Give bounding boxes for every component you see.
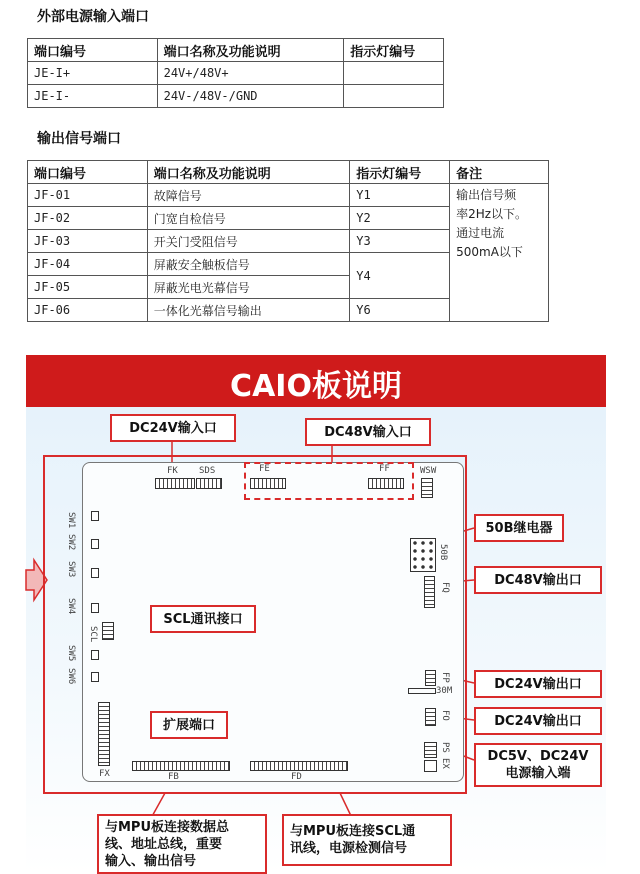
fo-label: FO [440, 710, 450, 721]
port-desc-cell: 一体化光幕信号输出 [147, 299, 350, 322]
fk-connector [155, 478, 195, 489]
led-indicator [91, 568, 99, 578]
led-label: SW6 [66, 668, 76, 685]
led-indicator [91, 603, 99, 613]
fp-label: FP [440, 672, 450, 683]
note-line: 500mA以下 [456, 245, 523, 259]
column-header: 端口编号 [28, 161, 148, 184]
note-line: 通过电流 [456, 226, 505, 240]
ps-connector [424, 742, 437, 758]
callout-mpu-scl [282, 814, 452, 866]
fd-label: FD [291, 772, 302, 782]
port-id-cell: JF-02 [28, 207, 148, 230]
led-cell: Y1 [350, 184, 450, 207]
ff-label: FF [379, 464, 390, 474]
callout-line: 电源输入端 [505, 766, 571, 781]
banner-title: CAIO板说明 [230, 369, 402, 404]
led-label: SW5 [66, 645, 76, 662]
port-desc-cell: 开关门受阻信号 [147, 230, 350, 253]
led-cell: Y2 [350, 207, 450, 230]
port-id-cell: JF-01 [28, 184, 148, 207]
column-header: 端口编号 [28, 39, 158, 62]
power-section-title: 外部电源输入端口 [37, 9, 149, 25]
port-desc-cell: 门宽自检信号 [147, 207, 350, 230]
fx-label: FX [99, 769, 110, 779]
port-id-cell: JF-05 [28, 276, 148, 299]
led-cell: Y3 [350, 230, 450, 253]
port-id-cell: JF-06 [28, 299, 148, 322]
led-cell: Y4 [350, 253, 450, 299]
r30m-label: 30M [436, 686, 453, 696]
led-label: SW2 [66, 534, 76, 551]
port-id-cell: JF-03 [28, 230, 148, 253]
fd-connector [250, 761, 348, 771]
callout-dc48v-input: DC48V输入口 [305, 418, 431, 446]
callout-line: 输入、输出信号 [105, 853, 197, 869]
30m-header [408, 688, 436, 694]
note-line: 输出信号频 [456, 188, 517, 202]
led-indicator [91, 650, 99, 660]
port-id-cell: JE-I+ [28, 62, 158, 85]
ex-header [424, 760, 437, 772]
port-desc-cell: 屏蔽安全触板信号 [147, 253, 350, 276]
callout-line: DC5V、DC24V [487, 749, 589, 764]
callout-line: 与MPU板连接数据总 [105, 819, 230, 835]
callout-dc24v-output-1: DC24V输出口 [474, 670, 602, 698]
led-indicator [91, 511, 99, 521]
port-desc-cell: 24V-/48V-/GND [157, 85, 344, 108]
led-cell: Y6 [350, 299, 450, 322]
column-header: 指示灯编号 [350, 161, 450, 184]
relay-50b [410, 538, 436, 572]
port-desc-cell: 24V+/48V+ [157, 62, 344, 85]
callout-expansion-port: 扩展端口 [150, 711, 228, 739]
port-desc-cell: 屏蔽光电光幕信号 [147, 276, 350, 299]
column-header: 端口名称及功能说明 [157, 39, 344, 62]
fe-label: FE [259, 464, 270, 474]
callout-line: 讯线，电源检测信号 [290, 841, 408, 856]
callout-dc48v-output: DC48V输出口 [474, 566, 602, 594]
fx-connector [98, 702, 110, 766]
led-indicator [91, 539, 99, 549]
fb-connector [132, 761, 230, 771]
fq-label: FQ [440, 582, 450, 593]
led-label: SW1 [66, 512, 76, 529]
ex-label: EX [440, 758, 450, 769]
column-header: 端口名称及功能说明 [147, 161, 350, 184]
led-label: SW4 [66, 598, 76, 615]
callout-mpu-data-bus [97, 814, 267, 874]
r50b-label: 50B [438, 544, 448, 561]
column-header: 备注 [450, 161, 549, 184]
fq-connector [424, 576, 435, 608]
callout-dc24v-output-2: DC24V输出口 [474, 707, 602, 735]
sds-connector [196, 478, 222, 489]
port-desc-cell: 故障信号 [147, 184, 350, 207]
callout-line: 线、地址总线，重要 [105, 836, 223, 852]
callout-power-input [474, 743, 602, 787]
fp-connector [425, 670, 436, 686]
fo-connector [425, 708, 436, 726]
led-indicator [91, 672, 99, 682]
output-section-title: 输出信号端口 [37, 131, 121, 147]
wsw-connector [421, 478, 433, 498]
ps-label: PS [440, 742, 450, 753]
led-label: SW3 [66, 561, 76, 578]
sds-label: SDS [199, 466, 216, 476]
fe-connector [250, 478, 286, 489]
port-id-cell: JE-I- [28, 85, 158, 108]
scl-connector [102, 622, 114, 640]
port-id-cell: JF-04 [28, 253, 148, 276]
ff-connector [368, 478, 404, 489]
callout-line: 与MPU板连接SCL通 [290, 824, 416, 839]
column-header: 指示灯编号 [344, 39, 444, 62]
fb-label: FB [168, 772, 179, 782]
fk-label: FK [167, 466, 178, 476]
note-line: 率2Hz以下。 [456, 207, 528, 221]
callout-dc24v-input: DC24V输入口 [110, 414, 236, 442]
callout-50b-relay: 50B继电器 [474, 514, 564, 542]
wsw-label: WSW [420, 466, 437, 476]
scl-silk-label: SCL [88, 626, 98, 643]
caio-board [82, 462, 464, 782]
callout-scl-interface: SCL通讯接口 [150, 605, 256, 633]
